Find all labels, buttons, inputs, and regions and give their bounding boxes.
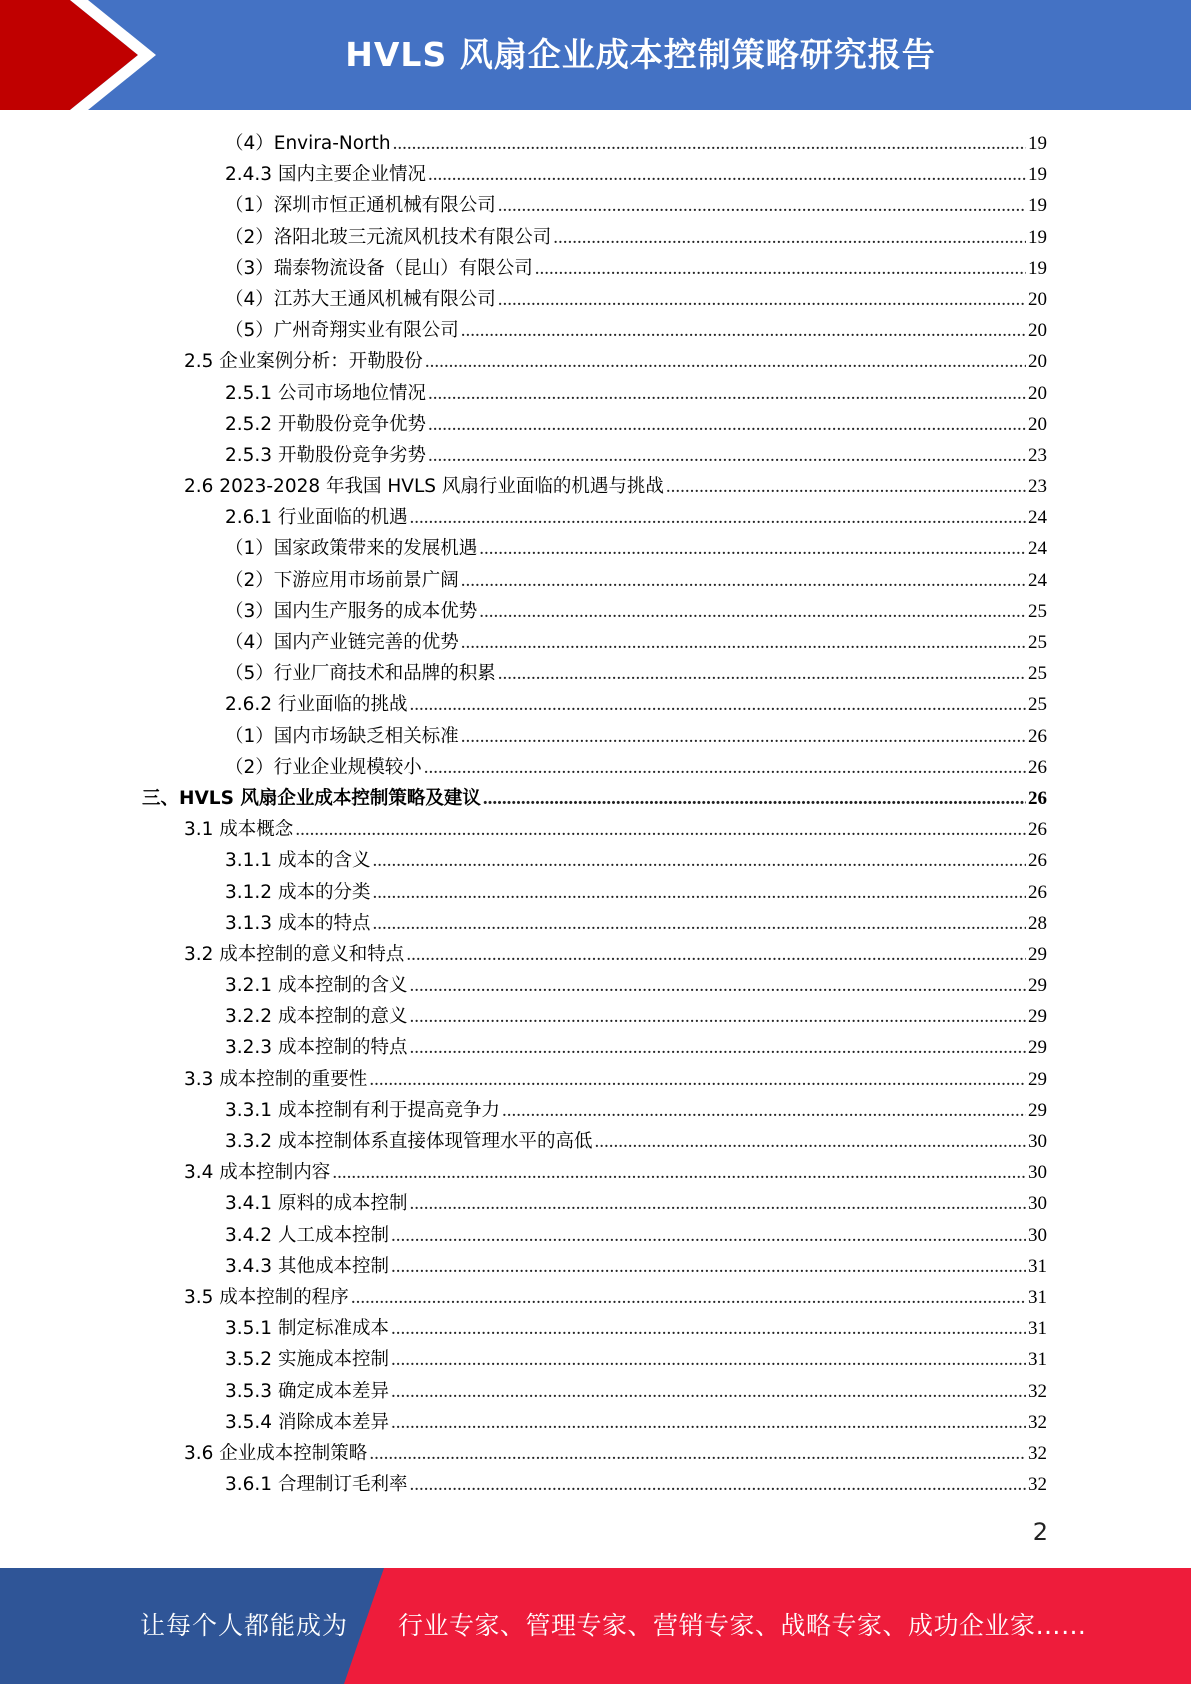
toc-dot-leader [369, 1064, 1026, 1095]
toc-entry-title: （4）国内产业链完善的优势 [225, 632, 459, 653]
toc-dot-leader [295, 814, 1026, 845]
toc-entry[interactable] [225, 565, 1047, 596]
page-footer [0, 1568, 1191, 1684]
toc-entry-page: 26 [1028, 819, 1047, 841]
toc-dot-leader [406, 939, 1026, 970]
toc-dot-leader [461, 565, 1026, 596]
toc-dot-leader [535, 253, 1026, 284]
toc-entry-title: （4）Envira-North [225, 133, 391, 154]
toc-dot-leader [479, 533, 1026, 564]
toc-entry[interactable] [225, 752, 1047, 783]
toc-entry-title: 3.1.3 成本的特点 [225, 912, 371, 934]
toc-entry-title: 3.5 成本控制的程序 [184, 1286, 349, 1308]
toc-entry-page: 20 [1028, 351, 1047, 373]
toc-entry[interactable] [225, 190, 1047, 221]
toc-dot-leader [391, 1251, 1026, 1282]
toc-entry[interactable] [184, 1282, 1047, 1313]
footer-slogan-left: 让每个人都能成为 [140, 1611, 349, 1640]
toc-entry-page: 32 [1028, 1380, 1047, 1402]
toc-entry[interactable] [184, 1438, 1047, 1469]
toc-entry-title: 3.6 企业成本控制策略 [184, 1442, 368, 1464]
toc-entry-title: 3.4.3 其他成本控制 [225, 1255, 389, 1277]
toc-entry-page: 30 [1028, 1162, 1047, 1184]
toc-entry-page: 32 [1028, 1411, 1047, 1433]
toc-entry-page: 29 [1028, 1099, 1047, 1121]
toc-entry[interactable] [225, 1001, 1047, 1032]
toc-entry-page: 29 [1028, 975, 1047, 997]
toc-dot-leader [391, 1407, 1026, 1438]
toc-entry[interactable] [184, 1157, 1047, 1188]
toc-entry-page: 31 [1028, 1318, 1047, 1340]
toc-dot-leader [479, 596, 1026, 627]
toc-entry-page: 19 [1028, 226, 1047, 248]
toc-dot-leader [409, 1032, 1026, 1063]
toc-entry-page: 20 [1028, 288, 1047, 310]
toc-entry[interactable] [184, 1064, 1047, 1095]
toc-entry[interactable] [225, 1407, 1047, 1438]
toc-entry-page: 19 [1028, 257, 1047, 279]
toc-entry-page: 25 [1028, 632, 1047, 653]
toc-entry-title: 3.3 成本控制的重要性 [184, 1068, 368, 1090]
toc-dot-leader [428, 440, 1026, 471]
toc-entry-page: 19 [1028, 195, 1047, 217]
toc-entry[interactable] [225, 1344, 1047, 1375]
toc-entry-title: （2）下游应用市场前景广阔 [225, 569, 459, 591]
toc-entry[interactable] [225, 1313, 1047, 1344]
toc-dot-leader [351, 1282, 1026, 1313]
toc-entry[interactable] [225, 908, 1047, 939]
toc-entry-title: 2.4.3 国内主要企业情况 [225, 164, 426, 186]
toc-entry-page: 28 [1028, 912, 1047, 934]
toc-dot-leader [498, 658, 1026, 689]
toc-entry-page: 32 [1028, 1442, 1047, 1464]
toc-entry[interactable] [225, 845, 1047, 876]
toc-entry-title: （1）国内市场缺乏相关标准 [225, 725, 459, 747]
toc-entry-page: 26 [1028, 850, 1047, 872]
footer-slogan-right: 行业专家、管理专家、营销专家、战略专家、成功企业家…… [398, 1611, 1087, 1640]
toc-dot-leader [409, 689, 1026, 720]
toc-dot-leader [409, 502, 1026, 533]
toc-dot-leader [409, 1469, 1026, 1500]
toc-entry[interactable] [225, 596, 1047, 627]
toc-entry-title: 3.4.2 人工成本控制 [225, 1224, 389, 1246]
toc-entry-page: 25 [1028, 663, 1047, 685]
toc-entry-page: 19 [1028, 133, 1047, 154]
toc-entry-title: 2.6 2023-2028 年我国 HVLS 风扇行业面临的机遇与挑战 [184, 476, 664, 498]
toc-entry-title: 3.1.1 成本的含义 [225, 850, 371, 872]
report-title: HVLS 风扇企业成本控制策略研究报告 [345, 35, 936, 74]
toc-dot-leader [594, 1126, 1026, 1157]
toc-entry-title: 3.5.4 消除成本差异 [225, 1411, 389, 1433]
toc-entry-page: 26 [1028, 787, 1047, 809]
toc-entry-title: 3.4.1 原料的成本控制 [225, 1193, 408, 1215]
toc-entry[interactable] [225, 128, 1047, 159]
toc-entry[interactable] [225, 1095, 1047, 1126]
toc-dot-leader [498, 190, 1026, 221]
toc-entry-page: 32 [1028, 1474, 1047, 1496]
toc-entry-page: 26 [1028, 756, 1047, 778]
toc-dot-leader [424, 752, 1026, 783]
toc-entry[interactable] [225, 378, 1047, 409]
toc-entry[interactable] [225, 284, 1047, 315]
toc-entry[interactable] [142, 783, 1047, 814]
toc-entry[interactable] [225, 253, 1047, 284]
toc-entry-title: 3.3.1 成本控制有利于提高竞争力 [225, 1099, 500, 1121]
toc-entry[interactable] [225, 627, 1047, 658]
toc-dot-leader [391, 1220, 1026, 1251]
toc-entry-page: 30 [1028, 1131, 1047, 1152]
toc-entry[interactable] [184, 814, 1047, 845]
toc-entry-title: 3.2.1 成本控制的含义 [225, 975, 408, 997]
toc-entry-title: 2.5 企业案例分析：开勒股份 [184, 351, 423, 373]
toc-entry-title: 2.5.2 开勒股份竞争优势 [225, 413, 426, 435]
toc-entry-title: 2.5.3 开勒股份竞争劣势 [225, 444, 426, 466]
toc-entry-page: 24 [1028, 538, 1047, 560]
toc-entry-title: 3.5.1 制定标准成本 [225, 1318, 389, 1340]
toc-entry-title: 3.5.2 实施成本控制 [225, 1349, 389, 1371]
toc-entry-page: 30 [1028, 1224, 1047, 1246]
toc-entry[interactable] [225, 1188, 1047, 1219]
toc-dot-leader [332, 1157, 1026, 1188]
toc-entry[interactable] [184, 939, 1047, 970]
toc-dot-leader [498, 284, 1026, 315]
toc-entry-title: 3.2 成本控制的意义和特点 [184, 943, 405, 965]
toc-entry-title: （5）行业厂商技术和品牌的积累 [225, 663, 496, 685]
toc-entry-title: （2）行业企业规模较小 [225, 756, 422, 778]
toc-dot-leader [372, 877, 1026, 908]
toc-entry-page: 25 [1028, 694, 1047, 716]
toc-entry-page: 23 [1028, 476, 1047, 498]
toc-dot-leader [425, 346, 1026, 377]
toc-dot-leader [461, 627, 1026, 658]
toc-dot-leader [428, 409, 1026, 440]
toc-entry[interactable] [225, 159, 1047, 190]
toc-entry[interactable] [225, 1469, 1047, 1500]
toc-entry-page: 31 [1028, 1349, 1047, 1371]
toc-entry-page: 19 [1028, 164, 1047, 186]
page-header [0, 0, 1191, 110]
toc-entry-page: 23 [1028, 444, 1047, 466]
toc-entry-title: （2）洛阳北玻三元流风机技术有限公司 [225, 226, 552, 248]
toc-entry[interactable] [225, 1032, 1047, 1063]
toc-entry-page: 24 [1028, 507, 1047, 529]
toc-dot-leader [428, 378, 1026, 409]
toc-dot-leader [372, 845, 1026, 876]
toc-entry[interactable] [225, 1376, 1047, 1407]
toc-entry-page: 29 [1028, 1037, 1047, 1059]
toc-entry-title: 2.5.1 公司市场地位情况 [225, 382, 426, 404]
toc-entry[interactable] [225, 1251, 1047, 1282]
toc-entry-title: （4）江苏大王通风机械有限公司 [225, 288, 496, 310]
toc-entry-title: 3.1 成本概念 [184, 819, 294, 841]
toc-dot-leader [391, 1344, 1026, 1375]
toc-dot-leader [553, 222, 1026, 253]
toc-entry[interactable] [225, 658, 1047, 689]
toc-entry[interactable] [225, 222, 1047, 253]
toc-entry-page: 29 [1028, 1068, 1047, 1090]
toc-entry-title: （3）瑞泰物流设备（昆山）有限公司 [225, 257, 533, 279]
toc-entry-title: （1）深圳市恒正通机械有限公司 [225, 195, 496, 217]
toc-entry[interactable] [225, 970, 1047, 1001]
toc-entry-page: 30 [1028, 1193, 1047, 1215]
toc-entry[interactable] [225, 689, 1047, 720]
toc-entry-title: 3.4 成本控制内容 [184, 1162, 331, 1184]
toc-entry-title: 2.6.2 行业面临的挑战 [225, 694, 408, 716]
toc-entry[interactable] [225, 440, 1047, 471]
toc-entry-title: （5）广州奇翔实业有限公司 [225, 320, 459, 342]
toc-entry-title: （3）国内生产服务的成本优势 [225, 600, 478, 622]
toc-entry-page: 31 [1028, 1255, 1047, 1277]
toc-entry-page: 20 [1028, 320, 1047, 342]
toc-dot-leader [461, 721, 1026, 752]
toc-entry-page: 31 [1028, 1286, 1047, 1308]
toc-dot-leader [409, 970, 1026, 1001]
toc-dot-leader [372, 908, 1026, 939]
toc-entry-page: 26 [1028, 725, 1047, 747]
toc-entry-title: （1）国家政策带来的发展机遇 [225, 538, 478, 560]
toc-entry-page: 29 [1028, 943, 1047, 965]
toc-entry-title: 3.1.2 成本的分类 [225, 881, 371, 903]
toc-entry[interactable] [225, 721, 1047, 752]
toc-dot-leader [391, 1376, 1026, 1407]
table-of-contents [0, 128, 1191, 1500]
toc-entry-page: 26 [1028, 881, 1047, 903]
toc-entry[interactable] [225, 533, 1047, 564]
toc-entry[interactable] [225, 1126, 1047, 1157]
toc-dot-leader [369, 1438, 1026, 1469]
toc-entry-page: 20 [1028, 382, 1047, 404]
toc-dot-leader [666, 471, 1026, 502]
toc-dot-leader [483, 783, 1026, 814]
toc-dot-leader [409, 1188, 1026, 1219]
toc-entry-title: 3.2.3 成本控制的特点 [225, 1037, 408, 1059]
toc-entry[interactable] [225, 502, 1047, 533]
toc-entry[interactable] [225, 1220, 1047, 1251]
toc-entry-title: 三、HVLS 风扇企业成本控制策略及建议 [142, 787, 481, 809]
toc-entry-page: 24 [1028, 569, 1047, 591]
toc-entry[interactable] [184, 471, 1047, 502]
toc-entry-title: 3.5.3 确定成本差异 [225, 1380, 389, 1402]
toc-entry-page: 29 [1028, 1006, 1047, 1028]
toc-dot-leader [393, 128, 1026, 159]
toc-dot-leader [409, 1001, 1026, 1032]
toc-entry-title: 2.6.1 行业面临的机遇 [225, 507, 408, 529]
toc-dot-leader [502, 1095, 1026, 1126]
toc-entry-title: 3.6.1 合理制订毛利率 [225, 1474, 408, 1496]
toc-entry-title: 3.3.2 成本控制体系直接体现管理水平的高低 [225, 1131, 593, 1152]
toc-entry[interactable] [225, 877, 1047, 908]
toc-dot-leader [461, 315, 1026, 346]
toc-entry[interactable] [225, 315, 1047, 346]
toc-entry-page: 25 [1028, 600, 1047, 622]
toc-dot-leader [391, 1313, 1026, 1344]
toc-entry[interactable] [184, 346, 1047, 377]
toc-entry[interactable] [225, 409, 1047, 440]
toc-entry-page: 20 [1028, 413, 1047, 435]
page-number: 2 [1032, 1518, 1048, 1546]
toc-dot-leader [428, 159, 1026, 190]
toc-entry-title: 3.2.2 成本控制的意义 [225, 1006, 408, 1028]
